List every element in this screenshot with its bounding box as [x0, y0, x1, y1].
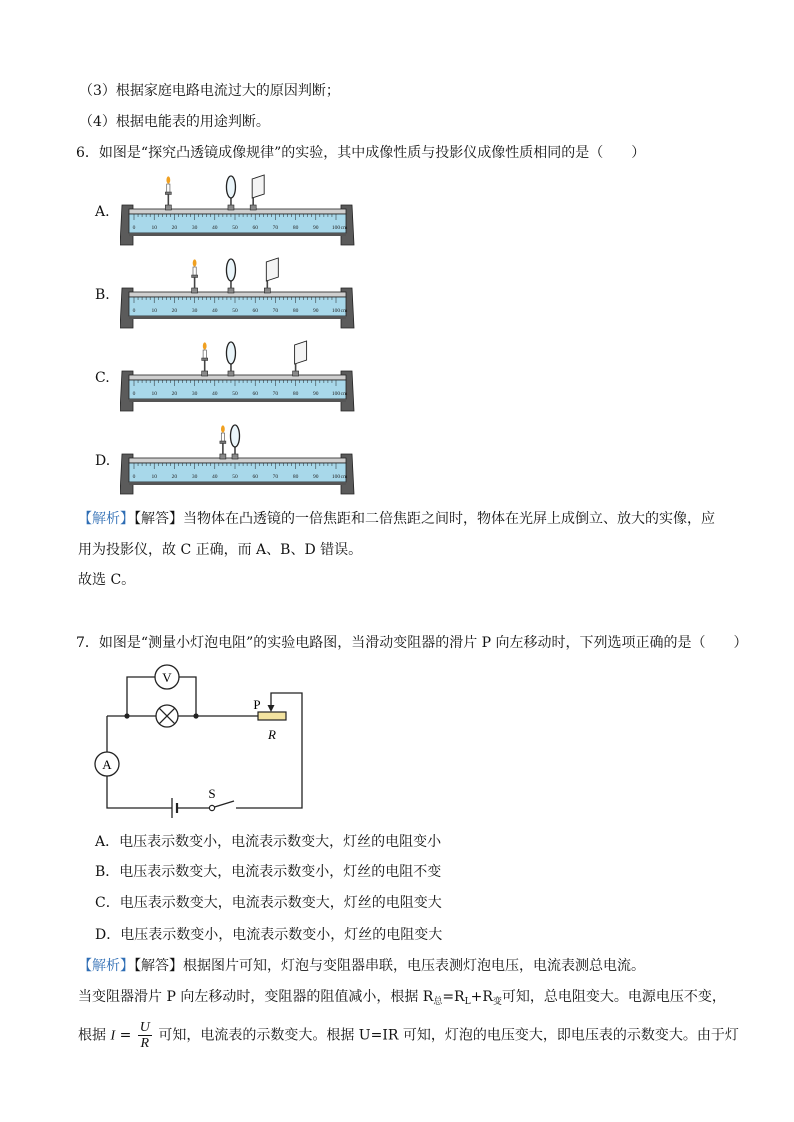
line2-mid2: +R	[470, 989, 493, 1005]
ruler-tick-label: 10	[151, 474, 157, 480]
ruler-unit-label: cm	[340, 474, 348, 480]
bench-base-strip	[129, 399, 346, 402]
battery	[172, 798, 177, 818]
line2-mid1: =R	[442, 989, 465, 1005]
q7-circuit-diagram	[90, 660, 315, 820]
q7-option-d[interactable]: D．电压表示数变小，电流表示数变小，灯丝的电阻变大	[95, 927, 443, 943]
candle-holder	[202, 358, 208, 361]
ruler-tick-label: 40	[212, 225, 218, 231]
candle-holder	[165, 192, 171, 195]
lens-slider	[232, 454, 238, 459]
q7-stem: 7．如图是“测量小灯泡电阻”的实验电路图，当滑动变阻器的滑片 P 向左移动时，下列选项正确的是（ ）	[76, 635, 748, 651]
q6-option-c-optical-bench	[120, 339, 356, 415]
rheostat	[253, 697, 286, 742]
switch-label: S	[208, 786, 216, 801]
q6-option-b-optical-bench	[120, 256, 356, 332]
voltmeter-right-wire	[179, 677, 196, 716]
ruler-tick-label: 60	[252, 308, 258, 314]
q7-analysis-line-1	[78, 956, 645, 976]
q7-option-c[interactable]: C．电压表示数变大，电流表示数变大，灯丝的电阻变大	[95, 895, 442, 911]
ruler-tick-label: 20	[171, 474, 178, 480]
subscript-l: L	[464, 997, 471, 1007]
bench-rail	[129, 209, 346, 214]
candle-slider	[165, 205, 171, 210]
candle-slider	[192, 288, 198, 293]
ruler-tick-label: 80	[292, 225, 299, 231]
candle-body	[203, 350, 206, 358]
candle-flame-icon	[193, 259, 197, 266]
ruler-tick-label: 90	[313, 391, 319, 397]
lens-slider	[228, 288, 234, 293]
ruler-tick-label: 20	[171, 308, 178, 314]
screen-slider	[264, 288, 270, 293]
answer-tag: 【解答】	[134, 511, 183, 527]
line2-pre: 当变阻器滑片 P 向左移动时，变阻器的阻值减小，根据 R	[78, 989, 434, 1005]
bench-rail	[129, 292, 346, 297]
ammeter-label: A	[102, 757, 112, 772]
ruler-tick-label: 80	[292, 391, 299, 397]
ruler-tick-label: 70	[272, 474, 279, 480]
voltmeter	[155, 665, 179, 689]
candle-flame-icon	[166, 176, 170, 183]
q7-analysis-line-2	[78, 987, 726, 1007]
q6-option-c-label[interactable]: C.	[95, 370, 110, 386]
ruler-tick-label: 50	[232, 474, 238, 480]
ammeter	[95, 752, 119, 776]
ruler-tick-label: 60	[252, 225, 258, 231]
ruler-tick-label: 40	[212, 308, 218, 314]
ruler-tick-label: 60	[252, 391, 258, 397]
ruler-tick-label: 0	[132, 225, 136, 231]
slider-label: P	[253, 697, 261, 712]
ruler-tick-label: 0	[132, 474, 136, 480]
q6-option-a-optical-bench	[120, 173, 356, 249]
ruler-tick-label: 10	[151, 225, 157, 231]
candle-flame-icon	[221, 425, 225, 432]
bench-rail	[129, 375, 346, 380]
subscript-variable: 变	[492, 997, 502, 1007]
ruler-tick-label: 100	[331, 391, 341, 397]
answer-tag: 【解答】	[134, 958, 183, 974]
candle-flame-icon	[203, 342, 207, 349]
ruler-tick-label: 50	[232, 308, 238, 314]
candle-slider	[220, 454, 226, 459]
voltmeter-left-wire	[127, 677, 155, 716]
q6-option-d-label[interactable]: D.	[95, 453, 111, 469]
q7-analysis-text-1: 根据图片可知，灯泡与变阻器串联，电压表测灯泡电压，电流表测总电流。	[183, 958, 645, 974]
fraction-numerator: U	[139, 1020, 150, 1035]
q7-option-b[interactable]: B．电压表示数变大，电流表示数变小，灯丝的电阻不变	[95, 864, 442, 880]
bench-base-strip	[129, 482, 346, 485]
ruler-tick-label: 30	[191, 391, 198, 397]
lens-slider	[228, 205, 234, 210]
candle-slider	[202, 371, 208, 376]
ruler-tick-label: 30	[191, 308, 198, 314]
ruler-tick-label: 20	[171, 225, 178, 231]
ruler-tick-label: 60	[252, 474, 258, 480]
line2-post: 可知，总电阻变大。电源电压不变，	[501, 989, 726, 1005]
ruler-tick-label: 80	[292, 474, 299, 480]
candle-body	[221, 433, 224, 441]
return-wire	[236, 693, 302, 808]
ruler-tick-label: 70	[272, 225, 279, 231]
analysis-tag: 【解析】	[78, 958, 134, 974]
rheostat-body	[258, 712, 286, 720]
q6-option-d-optical-bench	[120, 422, 356, 498]
candle-body	[193, 267, 196, 275]
ruler-tick-label: 70	[272, 308, 279, 314]
ruler-tick-label: 10	[151, 391, 157, 397]
prev-answer-line-4: （4）根据电能表的用途判断。	[79, 114, 270, 130]
bench-base-strip	[129, 316, 346, 319]
ruler-tick-label: 80	[292, 308, 299, 314]
voltmeter-label: V	[162, 670, 172, 685]
analysis-tag: 【解析】	[78, 511, 134, 527]
light-screen-icon	[266, 258, 278, 281]
ruler-tick-label: 100	[331, 308, 341, 314]
ruler-tick-label: 90	[313, 225, 319, 231]
q6-conclusion: 故选 C。	[78, 572, 136, 588]
ruler-tick-label: 100	[331, 225, 341, 231]
ruler-unit-label: cm	[340, 308, 348, 314]
ruler-tick-label: 90	[313, 474, 319, 480]
screen-slider	[293, 371, 299, 376]
junction-dot-left	[124, 713, 129, 718]
q7-analysis-line-3	[78, 1020, 739, 1051]
switch-pivot	[209, 805, 214, 810]
ruler-unit-label: cm	[340, 391, 348, 397]
ruler-tick-label: 100	[331, 474, 341, 480]
candle-body	[167, 184, 170, 192]
prev-answer-line-3: （3）根据家庭电路电流过大的原因判断；	[79, 83, 340, 99]
line3-pre: 根据	[78, 1027, 111, 1044]
switch-blade	[215, 801, 235, 807]
ruler-tick-label: 0	[132, 308, 136, 314]
subscript-total: 总	[433, 997, 443, 1007]
rheostat-label: R	[268, 727, 276, 742]
candle-holder	[220, 441, 226, 444]
formula-fraction	[138, 1020, 152, 1051]
convex-lens-icon	[226, 259, 235, 281]
ruler-unit-label: cm	[340, 225, 348, 231]
ammeter-bottom-wire	[107, 776, 172, 808]
q6-analysis-line-2: 用为投影仪，故 C 正确，而 A、B、D 错误。	[78, 542, 363, 558]
q6-analysis-text-1: 当物体在凸透镜的一倍焦距和二倍焦距之间时，物体在光屏上成倒立、放大的实像，应	[183, 511, 715, 527]
q6-option-a-label[interactable]: A.	[95, 204, 110, 220]
line3-post: 可知，电流表的示数变大。根据 U=IR 可知，灯泡的电压变大，即电压表的示数变大。由于灯	[153, 1027, 739, 1044]
circuit-wires	[107, 677, 302, 808]
ruler-tick-label: 40	[212, 474, 218, 480]
screen-slider	[250, 205, 256, 210]
convex-lens-icon	[226, 342, 235, 364]
light-screen-icon	[295, 341, 307, 364]
ruler-tick-label: 70	[272, 391, 279, 397]
ruler-tick-label: 30	[191, 225, 198, 231]
ruler-tick-label: 0	[132, 391, 136, 397]
q7-option-a[interactable]: A．电压表示数变小，电流表示数变大，灯丝的电阻变小	[95, 834, 442, 850]
fraction-denominator: R	[140, 1036, 150, 1051]
convex-lens-icon	[231, 425, 240, 447]
candle-holder	[192, 275, 198, 278]
ruler-tick-label: 40	[212, 391, 218, 397]
light-screen-icon	[252, 175, 264, 198]
slider-arrow-icon[interactable]	[268, 705, 275, 712]
switch[interactable]	[208, 786, 234, 811]
q6-analysis-line-1	[78, 509, 715, 529]
ruler-tick-label: 50	[232, 391, 238, 397]
formula-equals: =	[115, 1027, 136, 1044]
formula-lhs: I	[110, 1028, 116, 1044]
lens-slider	[228, 371, 234, 376]
q6-stem: 6．如图是“探究凸透镜成像规律”的实验，其中成像性质与投影仪成像性质相同的是（ ）	[76, 145, 646, 161]
q6-option-b-label[interactable]: B.	[95, 287, 110, 303]
ruler-tick-label: 90	[313, 308, 319, 314]
lamp	[156, 705, 178, 727]
ruler-tick-label: 50	[232, 225, 238, 231]
ruler-tick-label: 10	[151, 308, 157, 314]
bench-base-strip	[129, 233, 346, 236]
ruler-tick-label: 20	[171, 391, 178, 397]
convex-lens-icon	[226, 176, 235, 198]
ruler-tick-label: 30	[191, 474, 198, 480]
junction-dot-right	[193, 713, 198, 718]
